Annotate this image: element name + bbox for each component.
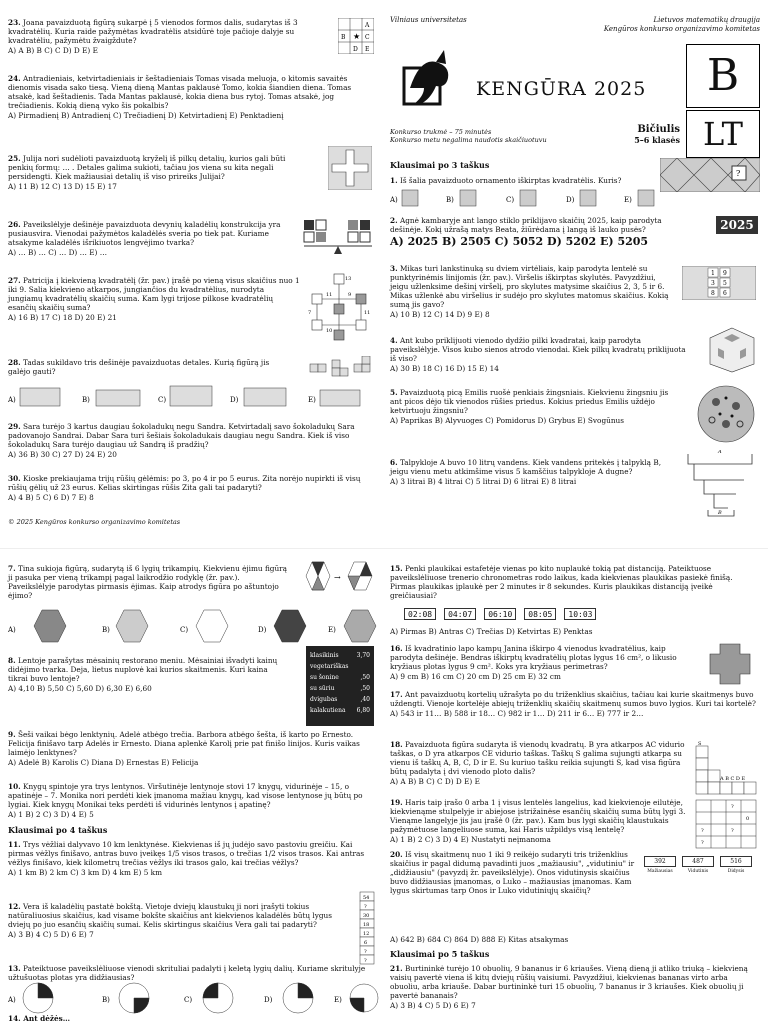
section-4-points: Klausimai po 4 taškus [8,825,108,835]
svg-text:?: ? [701,828,704,834]
kangaroo-logo [400,48,460,112]
contest-duration: Konkurso trukmė – 75 minutės [390,128,492,136]
chronometers-15 [404,608,734,620]
svg-text:E): E) [334,996,342,1004]
card-largest: 516 Didysis [720,856,752,880]
svg-text:A B C D E: A B C D E [720,776,746,782]
grid-figure-23 [338,18,374,54]
svg-text:0: 0 [746,816,750,822]
number-2025-sticker [716,216,758,234]
svg-text:A): A) [8,626,16,634]
card-middle: 487 Vidutinis [682,856,714,880]
svg-text:C): C) [180,626,189,634]
svg-text:9: 9 [348,292,352,298]
svg-text:8: 8 [711,290,715,297]
svg-text:A: A [365,22,370,29]
svg-text:?: ? [364,949,367,955]
question-10: 10. Knygų spintoje yra trys lentynos. Viršutinėje lentynoje stovi 17 knygų, vidurinėje – 15, o apatinėje – 7. Monika nori perdėti kiek įmanoma mažiau knygų, kad visose lentynose jų būtų po lygiai. Kiek knygų Monikai teks perdėti iš vidurinės lentynos į apatinę? A) 1 B) 2 C) 3 D) 4 E) 5 [8,782,363,820]
number-cards-20 [644,856,756,880]
svg-text:B): B) [446,196,454,204]
question-13: 13. Pateiktuose paveikslėliuose vienodi skrituliai padalyti į keletą lygių dalių. Kuriame skritulyje užtušuotas plotas yra didžiausias? [8,964,366,983]
menu-board-8 [306,646,374,726]
svg-text:→: → [334,573,341,582]
left-bottom-column [8,560,380,1023]
question-15: 15. Penki plaukikai estafetėje vienas po kito nuplaukė tokią pat distanciją. Pateiktuose paveikslėliuose trenerio chronometras rodo laikus, kada kiekvienas plaukikas pasiekė finišą. Pirmas plaukikas įplaukė per 2 minutes ir 8 sekundes. Kuris plaukikas distanciją įveikė greičiausiai? [390,564,733,601]
svg-text:C: C [365,34,370,41]
chronometer: 02:08 [404,608,436,620]
answers-20: A) 642 B) 684 C) 864 D) 888 E) Kitas atsakymas [390,935,569,944]
question-6: 6. Talpykloje A buvo 10 litrų vandens. Kiek vandens pritekės į talpyklą B, jeigu vienu metu atkimšime visus 5 kamščius talpykloje A dugne? A) 3 litrai B) 4 litrai C) 5 litrai D) 6 litrai E) 8 litrai [390,458,662,487]
menu-item: su šonine [310,674,339,681]
svg-text:?: ? [731,828,734,834]
menu-price: 3,70 [356,652,370,659]
answers-7 [8,606,380,646]
menu-item: su sūriu [310,685,335,692]
svg-text:C): C) [158,396,167,404]
svg-text:18: 18 [363,922,370,928]
svg-text:1: 1 [711,270,715,277]
page-divider [0,548,768,549]
question-19: 19. Haris taip įrašo 0 arba 1 į visus lentelės langelius, kad kiekvienoje eilutėje, kiekvienąme stulpelyje ir abiejose įstrižainėse esančių skaičių suma būtų lygi 3. Vienąme langelyje jis jau įrašė 0 (žr. pav.). Kam bus lygi skaičių klaustukais pažymėtuose langeliuose suma, kai Haris užpildys visą lentelę? A) 1 B) 2 C) 3 D) 4 E) Nustatyti neįmanoma [390,798,686,845]
question-17: 17. Ant pavaizduotų kortelių užrašyta po du triženklius skaičius, tačiau kai kurie skaitmenys buvo uždengti. Vienoje kortelėje abiejų triženklių skaičių skaitmenų sumos buvo lygios. Kuri tai kortelė? A) 543 ir 11… B) 588 ir 18… C) 982 ir 1… D) 211 ir 6… E) 777 ir 2… [390,690,756,719]
card-smallest: 392 Mažiausias [644,856,676,880]
svg-text:D: D [353,46,358,53]
fold-card-3 [682,266,756,300]
level-letter-box: B [686,44,760,108]
answers-13 [8,980,380,1016]
svg-text:B: B [341,34,346,41]
svg-text:C): C) [506,196,515,204]
category-name: Bičiulis [637,124,680,135]
menu-price: ,40 [360,696,370,703]
chronometer: 08:05 [524,608,556,620]
question-18: 18. Pavaizduota figūra sudaryta iš vienodų kvadratų. B yra atkarpos AC vidurio taškas, o D yra atkarpos CE vidurio taškas. Taškų S galima sujungti atkarpa su vienu iš taškų A, B, C, D ir E. Su kuriuo tašku reikia sujungti S, kad visa figūra būtų padalyta į dvi vienodo ploto dalis? A) A B) B C) C D) D E) E [390,740,685,787]
right-bottom-column [390,560,760,1020]
question-25: 25. Julija nori sudėlioti pavaizduotą kryželį iš pilkų detalių, kurios gali būti penkių formų: … . Detales galima sukioti, tačiau jos viena su kita negali persidengti. Kiek mažiausiai detalių iš viso prireiks Julijai? A) 11 B) 12 C) 13 D) 15 E) 17 [8,154,286,192]
svg-text:E: E [365,46,370,53]
svg-text:6: 6 [364,940,368,946]
svg-text:6: 6 [723,290,727,297]
cube-answers-28 [8,380,380,412]
svg-text:9: 9 [723,270,727,277]
svg-text:13: 13 [345,276,352,282]
svg-text:30: 30 [363,913,370,919]
copyright: © 2025 Kengūros konkurso organizavimo komitetas [8,518,181,526]
menu-price: 6,80 [356,707,370,714]
question-24: 24. Antradieniais, ketvirtadieniais ir šeštadieniais Tomas visada meluoja, o kitomis savaitės dienomis visada sako tiesą. Vieną dieną Mantas paklausė Tomo, kokia šiandien diena. Tomas atsakė, kad šeštadienis. Tada Mantas paklausė, kokia diena bus rytoj. Tomas atsakė, jog trečiadienis. Kokią dieną vyko šis pokalbis? A) Pirmadienį B) Antradienį C) Trečiadienį D) Ketvirtadienį E) Penktadienį [8,74,352,121]
svg-text:A): A) [8,996,16,1004]
svg-text:?: ? [701,840,704,846]
svg-text:10: 10 [326,328,333,334]
pizza-figure-5 [696,384,756,444]
question-23: 23. Joana pavaizduotą figūrą sukarpė į 5 vienodos formos dalis, sudarytas iš 3 kvadratėlių. Kuria raide pažymėtas kvadratėlis atsidūrė toje pačioje dalyje su kvadratėliu, pažymėtu žvaigždute? A) A B) B C) C D) D E) E [8,18,298,56]
question-21: 21. Burtininkė turėjo 10 obuolių, 9 bananus ir 6 kriaušes. Vieną dieną ji atliko triuką – kiekvieną vaisių pavertė viena iš kitų dviejų rūšių vaisiumi. Pavyzdžiui, kiekvienas bananas virto arba obuoliu, arba kriauše. Dabar burtininkė turi 15 obuolių, 7 bananus ir 3 kriaušes. Kiek obuolių ji pavertė bananais? A) 3 B) 4 C) 5 D) 6 E) 7 [390,964,748,1011]
svg-text:7: 7 [308,310,312,316]
svg-text:?: ? [364,958,367,964]
question-11: 11. Trys vėžliai dalyvavo 10 km lenktynėse. Kiekvienas iš jų judėjo savo pastoviu greičiu. Kai pirmas vėžlys finišavo, antras buvo įveikęs 1/5 visos trasos, o trečias 1/2 visos trasos. Kai antras vėžlys finišavo, kiek kilometrų trečias vėžlys iki trasos galo, kai trečias vėžlys? A) 1 km B) 2 km C) 3 km D) 4 km E) 5 km [8,840,365,878]
question-1: 1. Iš šalia pavaizduoto ornamento iškirptas kvadratėlis. Kuris? [390,176,622,185]
question-27: 27. Patricija į kiekvieną kvadratėlį (žr. pav.) įrašė po vieną visus skaičius nuo 1 iki 9. Salia kiekvieno atkarpos, jungiančios du kvadratėlius, nurodyta jungiamų kvadratėlių skaičių suma. Kam lygi trijose pilkose kvadratėlių esančių skaičių suma? A) 16 B) 17 C) 18 D) 20 E) 21 [8,276,300,323]
svg-text:D): D) [566,196,575,204]
calculator-note: Konkurso metu negalima naudotis skaičiuotuvu [390,136,547,144]
menu-price: ,50 [360,685,370,692]
cube-pieces-28 [308,356,374,380]
question-30: 30. Kioske prekiaujama trijų rūšių gėlėmis: po 3, po 4 ir po 5 eurus. Zita norėjo nupirkti iš visų rūšių gėlių už 23 eurus. Kelias skirtingas rūšis Zita gali tai padaryti? A) 4 B) 5 C) 6 D) 7 E) 8 [8,474,361,503]
hexagon-rotation-7 [298,560,376,594]
question-2: 2. Agnė kambaryje ant lango stiklo priklijavo skaičių 2025, kaip parodyta dešinėje. Kokį užrašą matys Beata, žiūrėdama į langą iš lauko pusės? A) 2025 B) 2505 C) 5052 D) 5202 E) 5205 [390,216,662,249]
menu-item: vegetariškas [310,663,349,670]
question-28: 28. Tadas sukildavo tris dešinėje pavaizduotas detales. Kurią figūrą jis galėjo gauti? [8,358,270,377]
ornament-figure-1 [660,158,760,192]
sticker-text: 2025 [720,218,754,232]
svg-text:3: 3 [711,280,715,287]
svg-text:11: 11 [364,310,371,316]
question-12: 12. Vera iš kaladėlių pastatė bokštą. Vietoje dviejų klaustukų ji nori įrašyti tokius natūraliuosius skaičius, kad visame bokšte skaičius ant kiekvienos kaladėlės būtų lygus dviejų po juo esančių skaičių sumai. Kelis skirtingus skaičius Vera gali tai padaryti? A) 3 B) 4 C) 5 D) 6 E) 7 [8,902,332,940]
svg-text:E): E) [308,396,316,404]
question-14-partial: 14. Ant dėžės… [8,1014,71,1023]
tower-figure-12 [358,890,376,966]
tanks-figure-6 [684,450,756,518]
svg-text:E): E) [328,626,336,634]
svg-text:?: ? [364,904,367,910]
svg-text:A): A) [390,196,398,204]
chronometer: 06:10 [484,608,516,620]
svg-text:B): B) [102,626,110,634]
menu-price: ,50 [360,674,370,681]
svg-text:54: 54 [363,895,370,901]
svg-text:11: 11 [326,292,333,298]
cube-figure-4 [708,326,756,374]
section-5-points: Klausimai po 5 taškus [390,949,490,959]
svg-text:★: ★ [353,32,361,41]
question-9: 9. Šeši vaikai bėgo lenktynių. Adelė atbėgo trečia. Barbora atbėgo šešta, iš karto po Ernesto. Felicija finišavo tarp Adelės ir Ernesto. Diana aplenkė Karolį prie pat finišo linijos. Kuris vaikas laimėjo lenktynes? A) Adelė B) Karolis C) Diana D) Ernestas E) Felicija [8,730,360,768]
svg-text:B): B) [82,396,90,404]
svg-text:D): D) [264,996,273,1004]
squares-figure-18 [694,740,758,804]
balance-figure-26 [302,218,374,262]
cross-figure-16 [708,642,752,686]
chronometer: 04:07 [444,608,476,620]
cross-figure-25 [328,146,372,190]
answers-15: A) Pirmas B) Antras C) Trečias D) Ketvirtas E) Penktas [390,627,593,636]
svg-text:A): A) [8,396,16,404]
grades: 5–6 klasės [634,135,680,145]
section-3-points: Klausimai po 3 taškus [390,160,490,170]
question-4: 4. Ant kubo priklijuoti vienodo dydžio pilki kvadratai, kaip parodyta paveikslėlyje. Visos kubo sienos atrodo vienodai. Kiek pilkų kvadratų priklijuota iš viso? A) 30 B) 18 C) 16 D) 15 E) 14 [390,336,686,374]
menu-item: dvigubas [310,696,338,703]
svg-text:A: A [718,450,722,455]
question-20: 20. Iš visų skaitmenų nuo 1 iki 9 reikėjo sudaryti tris triženklius skaičius ir pagal didumą pavadinti juos „mažiausiu", „vidutiniu" ir „didžiausiu" (pavyzdį žr. paveikslėlyje). Onos vidutinysis skaičius buvo didžiausias įmanomas, o Luko – mažiausias įmanomas. Kam lygus skirtumas tarp Onos ir Luko vidutiniųjų skaičių? [390,850,635,896]
question-8: 8. Lentoje parašytas mėsainių restorano meniu. Mėsainiai išvadyti kainų didėjimo tvarka. Deja, lietus nuplovė kai kurios skaitmenis. Kuri kaina tikrai buvo lentoje? A) 4,10 B) 5,50 C) 5,60 D) 6,30 E) 6,60 [8,656,278,694]
svg-text:12: 12 [363,931,370,937]
question-5: 5. Pavaizduotą picą Emilis ruošė penkiais žingsniais. Kiekvienu žingsniu jis ant picos dėjo tik vienodos rūšies priedus. Kokius priedus Emilis uždėjo ketvirtuoju žingsniu? A) Paprikas B) Alyvuoges C) Pomidorus D) Grybus E) Svogūnus [390,388,669,426]
question-26: 26. Paveikslėlyje dešinėje pavaizduota devynių kaladėlių konstrukcija yra pusiausvira. Vienodai pažymėtos kaladėlės sveria po tiek pat. Kuriame atsakyme kaladėlės išrikiuotos lengvėjimo tvarka? A) … B) … C) … D) … E) … [8,220,281,258]
contest-title: KENGŪRA 2025 [476,78,647,100]
organizer-line-1: Lietuvos matematikų draugija [653,16,760,24]
svg-text:S: S [698,741,702,747]
organizer-line-2: Kengūros konkurso organizavimo komitetas [603,25,760,33]
chronometer: 10:03 [564,608,596,620]
menu-item: kalakutiena [310,707,346,714]
left-top-column [8,14,380,534]
svg-text:C): C) [184,996,193,1004]
menu-item: klasikinis [310,652,339,659]
answers-1 [390,188,690,208]
svg-text:D): D) [258,626,267,634]
svg-text:D): D) [230,396,239,404]
svg-text:?: ? [736,169,741,178]
binary-grid-19 [694,798,758,850]
svg-text:E): E) [624,196,632,204]
svg-text:?: ? [731,804,734,810]
question-3: 3. Mikas turi lankstinuką su dviem virtėliais, kaip parodyta lentelė su punktyrinėmis linijomis (žr. pav.). Viršelis iškirptas skylutės. Pavyzdžiui, jeigu užlenksime dešinį viršelį, pro skylutes matysime skaičius 2, 3, 5 ir 6. Mikas užlenkė abu viršelius ir sudėjo pro skylutes matomus skaičius. Kokią sumą jis gavo? A) 10 B) 12 C) 14 D) 9 E) 8 [390,264,669,320]
svg-text:5: 5 [723,280,727,287]
number-graph-27 [308,272,374,344]
question-7: 7. Tina sukioja figūrą, sudarytą iš 6 lygių trikampių. Kiekvienu ėjimu figūrą ji pasuka per vieną trikampį pagal laikrodžio rodyklę (žr. pav.). Paveikslėlyje parodytas pirmasis ėjimas. Kaip atrodys figūra po aštuntojo ėjimo? [8,564,288,601]
university-name: Vilniaus universitetas [390,16,467,24]
country-code-box: LT [686,110,760,158]
question-29: 29. Sara turėjo 3 kartus daugiau šokoladukų negu Sandra. Ketvirtadalį savo šokoladukų Sara padovanojo Sandrai. Dabar Sara turi šešiais šokoladukais daugiau negu Sandra. Kiek iš viso šokoladukų Sara turėjo daugiau už Sandrą iš pradžių? A) 36 B) 30 C) 27 D) 24 E) 20 [8,422,355,460]
svg-text:B): B) [102,996,110,1004]
svg-text:B: B [718,510,722,516]
right-top-column [390,169,760,516]
question-16: 16. Iš kvadratinio lapo kampų Janina iškirpo 4 vienodus kvadratėlius, kaip parodyta dešinėje. Bendras iškirptų kvadratėlių plotas lygus 16 cm², o likusio kryžiaus plotas lygus 9 cm². Koks yra kryžiaus perimetras? A) 9 cm B) 16 cm C) 20 cm D) 25 cm E) 32 cm [390,644,677,682]
